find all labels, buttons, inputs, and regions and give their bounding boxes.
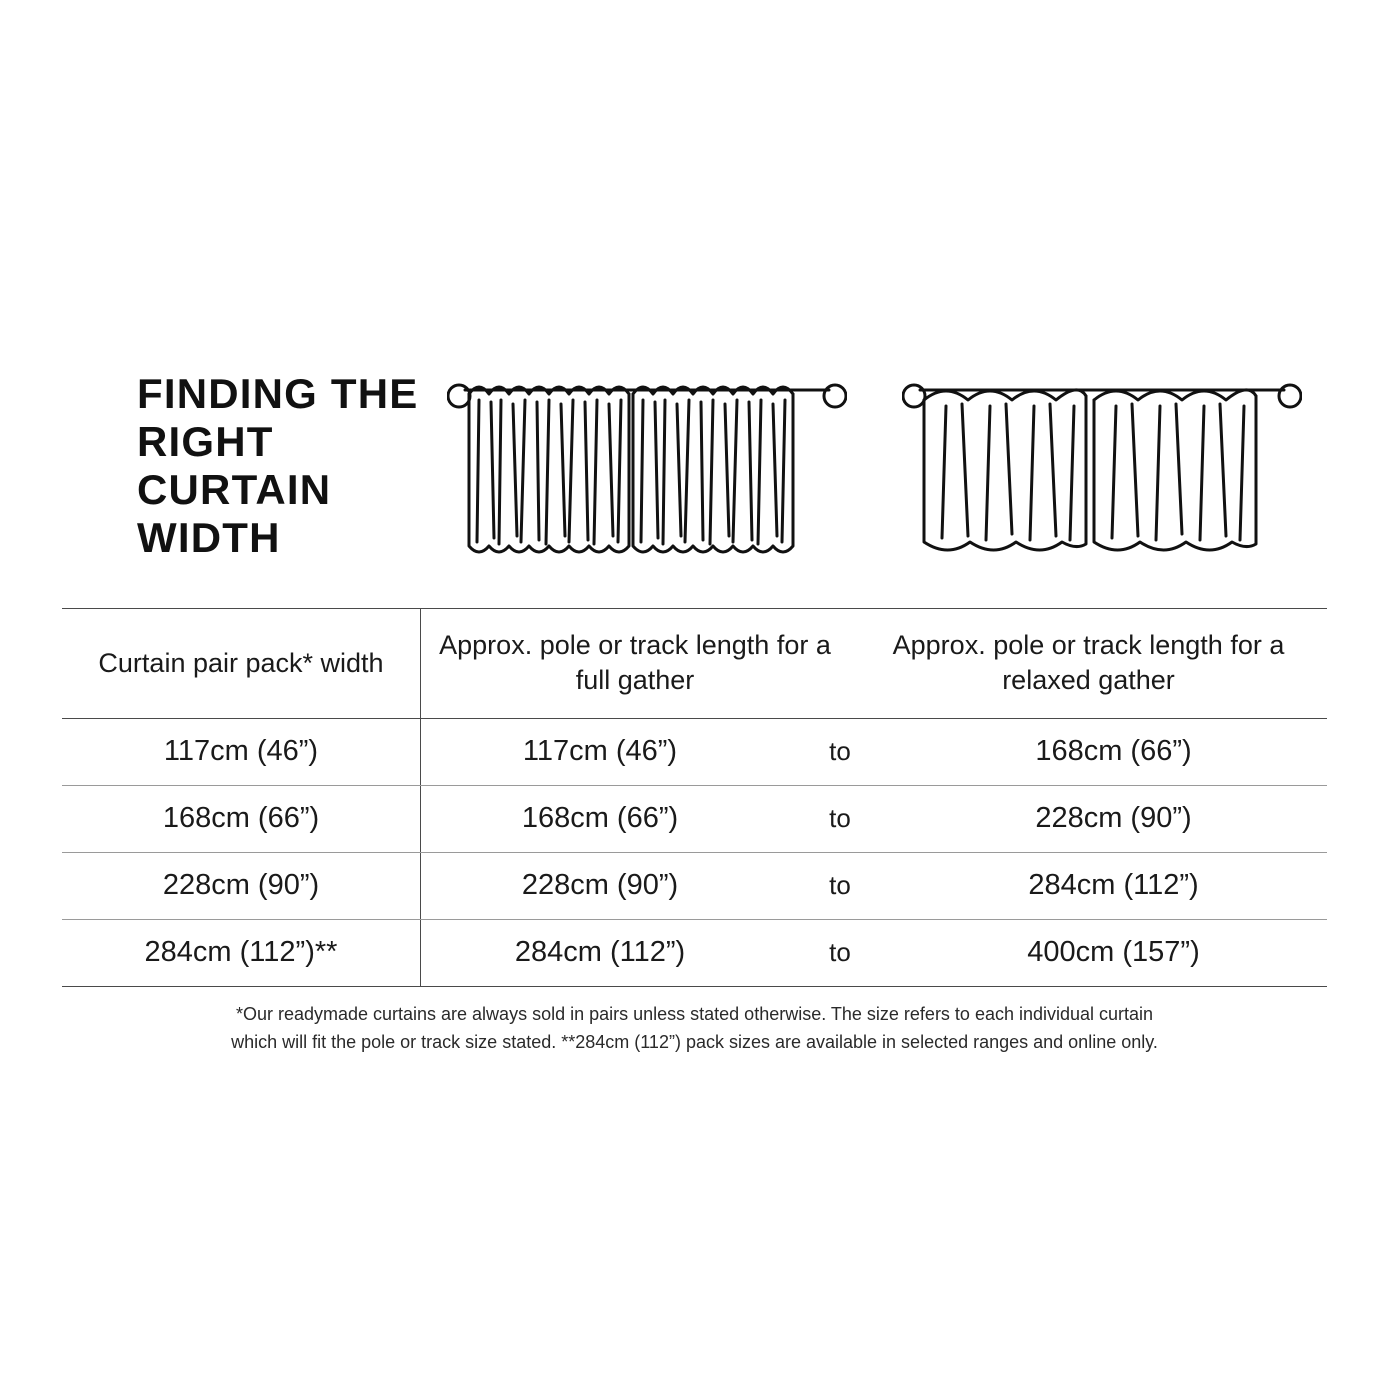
full-gather-curtain-icon: [447, 360, 847, 575]
cell-relaxed-gather: 168cm (66”): [1035, 735, 1192, 767]
footnote-line-2: which will fit the pole or track size stated. **284cm (112”) pack sizes are available in selected ranges and online only.: [231, 1032, 1158, 1052]
column-header-pack-width: Curtain pair pack* width: [98, 647, 384, 678]
footnote: [62, 1000, 1327, 1056]
column-header-full-gather: Approx. pole or track length for a full gather: [439, 630, 831, 695]
table-row: [62, 919, 1327, 986]
cell-connector: to: [829, 870, 851, 900]
cell-full-gather: 117cm (46”): [522, 735, 678, 767]
table-header-row: [62, 608, 1327, 718]
cell-relaxed-gather: 228cm (90”): [1035, 802, 1192, 834]
cell-pack-width: 228cm (90”): [162, 869, 320, 901]
header-area: [62, 360, 1327, 600]
footnote-line-1: *Our readymade curtains are always sold in pairs unless stated otherwise. The size refers to each individual curtain: [235, 1004, 1154, 1024]
table-row: [62, 785, 1327, 852]
cell-connector: to: [829, 803, 851, 833]
cell-pack-width: 117cm (46”): [163, 735, 319, 767]
table-rule-bottom: [62, 986, 1327, 987]
cell-pack-width: 168cm (66”): [162, 802, 320, 834]
relaxed-gather-curtain-icon: [902, 360, 1302, 575]
column-header-relaxed-gather: Approx. pole or track length for a relaxed gather: [892, 630, 1285, 695]
table-row: [62, 718, 1327, 785]
cell-relaxed-gather: 284cm (112”): [1028, 869, 1199, 901]
cell-connector: to: [829, 736, 851, 766]
cell-pack-width: 284cm (112”)**: [144, 936, 338, 968]
table-row: [62, 852, 1327, 919]
cell-full-gather: 168cm (66”): [521, 802, 679, 834]
cell-relaxed-gather: 400cm (157”): [1027, 936, 1200, 968]
cell-full-gather: 228cm (90”): [521, 869, 679, 901]
cell-connector: to: [829, 937, 851, 967]
page-title: FINDING THE RIGHT CURTAIN WIDTH: [137, 370, 419, 561]
cell-full-gather: 284cm (112”): [514, 936, 686, 968]
